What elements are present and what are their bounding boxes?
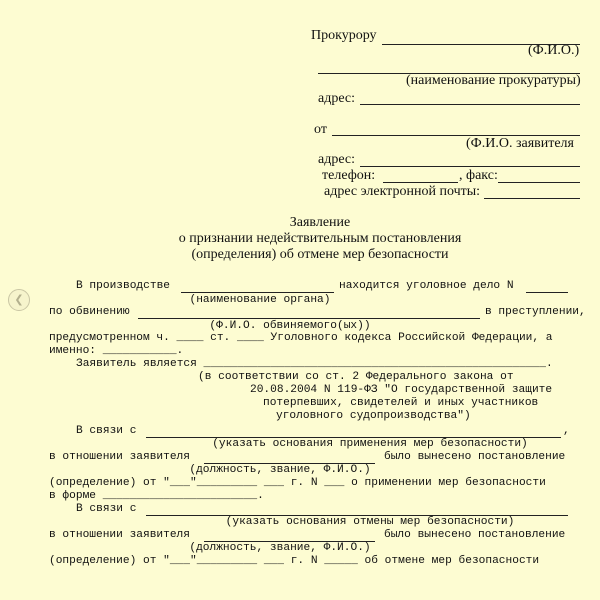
document-subtitle-2: (определения) об отмене мер безопасности — [191, 247, 449, 262]
accused-name-caption: (Ф.И.О. обвиняемого(ых)) — [209, 320, 371, 332]
address-line — [360, 104, 580, 105]
phone-label: телефон: — [322, 168, 376, 183]
address-label-2: адрес: — [318, 152, 356, 167]
fax-line — [498, 182, 580, 183]
law-reference-caption-4: уголовного судопроизводства") — [276, 410, 471, 422]
body-line-1-end: находится уголовное дело N — [339, 280, 514, 292]
address-line-2 — [360, 166, 580, 167]
official-name-caption: (должность, звание, Ф.И.О.) — [189, 464, 371, 476]
body-line-11-start: в отношении заявителя — [49, 529, 190, 541]
document-subtitle-1: о признании недействительным постановления — [178, 231, 462, 246]
body-line-10-start: В связи с — [76, 503, 137, 515]
body-line-7-start: в отношении заявителя — [49, 451, 190, 463]
address-label: адрес: — [318, 91, 356, 106]
body-line-6-start: В связи с — [76, 425, 137, 437]
fax-label: , факс: — [459, 168, 498, 183]
body-line-2-start: по обвинению — [49, 306, 130, 318]
document-title: Заявление — [289, 215, 351, 230]
body-line-4: именно: ___________. — [49, 345, 184, 357]
application-grounds-caption: (указать основания применения мер безопасности) — [212, 438, 528, 450]
law-reference-caption-3: потерпевших, свидетелей и иных участников — [263, 397, 539, 409]
email-label: адрес электронной почты: — [324, 184, 481, 199]
body-line-1-start: В производстве — [76, 280, 170, 292]
applicant-fio-caption: (Ф.И.О. заявителя — [466, 136, 574, 151]
to-prosecutor-label: Прокурору — [311, 28, 377, 43]
body-line-2-end: в преступлении, — [485, 306, 586, 318]
body-line-3: предусмотренном ч. ____ ст. ____ Уголовного кодекса Российской Федерации, а — [49, 332, 553, 344]
body-line-8: (определение) от "___"_________ ___ г. N ___ о применении мер безопасности — [49, 477, 546, 489]
law-reference-caption-2: 20.08.2004 N 119-ФЗ "О государственной защите — [250, 384, 553, 396]
prosecutor-office-caption: (наименование прокуратуры) — [406, 73, 581, 88]
body-line-12: (определение) от "___"_________ ___ г. N _____ об отмене мер безопасности — [49, 555, 540, 567]
cancellation-grounds-caption: (указать основания отмены мер безопасности) — [225, 516, 515, 528]
body-line-11-end: было вынесено постановление — [384, 529, 566, 541]
email-line — [484, 198, 580, 199]
body-line-5: Заявитель является ___________________________________________________. — [76, 358, 553, 370]
law-reference-caption-1: (в соответствии со ст. 2 Федерального закона от — [198, 371, 514, 383]
phone-line — [383, 182, 458, 183]
body-line-6-end: , — [563, 425, 570, 437]
carousel-prev-button[interactable] — [8, 289, 30, 311]
case-number-line — [526, 292, 568, 293]
from-label: от — [314, 122, 327, 137]
body-line-9: в форме _______________________. — [49, 490, 264, 502]
body-line-7-end: было вынесено постановление — [384, 451, 566, 463]
fio-caption: (Ф.И.О.) — [528, 43, 580, 58]
organ-name-caption: (наименование органа) — [189, 294, 331, 306]
chevron-left-icon: ❮ — [14, 293, 24, 306]
official-name-caption-2: (должность, звание, Ф.И.О.) — [189, 542, 371, 554]
